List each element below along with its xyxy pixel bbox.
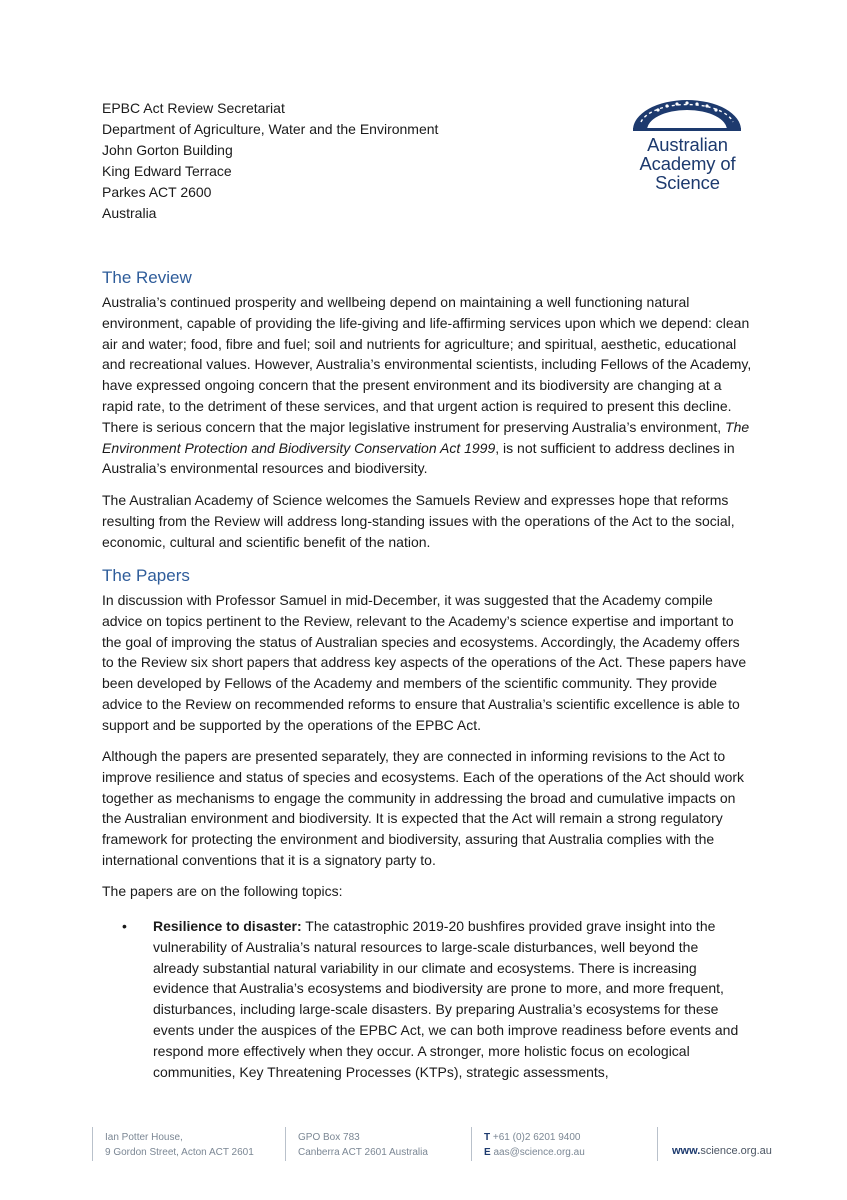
footer-line: GPO Box 783 (298, 1132, 360, 1143)
address-line: EPBC Act Review Secretariat (102, 100, 285, 116)
page-footer (0, 1127, 847, 1167)
address-line: Department of Agriculture, Water and the Environment (102, 121, 439, 137)
academy-logo (621, 96, 754, 196)
papers-heading: The Papers (102, 566, 190, 585)
logo-text-line: Academy of (639, 153, 736, 174)
review-paragraph-2: The Australian Academy of Science welcomes the Samuels Review and expresses hope that reforms resulting from the Review will address long-standing issues with the operations of the Act to the social, economic, cultural and scientific benefit of the nation. (102, 492, 735, 550)
dome-icon (627, 96, 747, 132)
address-line: Parkes ACT 2600 (102, 184, 212, 200)
act-title: The Environment Protection and Biodiversity Conservation Act 1999 (102, 418, 750, 456)
website-domain: science.org.au (700, 1145, 772, 1157)
footer-postal-address (298, 1130, 428, 1160)
email-label: E (484, 1147, 491, 1158)
footer-contact (484, 1130, 585, 1160)
address-line: Australia (102, 205, 157, 221)
footer-line: Ian Potter House, (105, 1132, 183, 1143)
papers-paragraph-2: Although the papers are presented separately, they are connected in informing revisions to the Act to improve resilience and status of species and ecosystems. Each of the operations of the Act should work together as mechanisms to engage the community in addressing the broad and cumulative impacts on the Australian environment and biodiversity. It is expected that the Act will remain a strong regulatory framework for protecting the environment and biodiversity, assuring that Australia complies with the international conventions that it is a signatory party to. (102, 748, 745, 868)
website-prefix: www. (672, 1145, 701, 1157)
list-item-text: The catastrophic 2019-20 bushfires provided grave insight into the vulnerability of Australia’s natural resources to large-scale disturbances, well beyond the already substantial natural variability in our climate and ecosystems. There is increasing evidence that Australia’s ecosystems and biodiversity are prone to more, and more frequent, disturbances, including large-scale disasters. By preparing Australia’s ecosystems for these events under the auspices of the EPBC Act, we can both improve readiness before events and respond more effectively when they occur. A stronger, more holistic focus on ecological communities, Key Threatening Processes (KTPs), strategic assessments, (153, 918, 739, 1080)
footer-divider (285, 1127, 286, 1161)
list-item (122, 916, 748, 1082)
papers-paragraph-3: The papers are on the following topics: (102, 883, 343, 899)
review-paragraph-1-text: Australia’s continued prosperity and wellbeing depend on maintaining a well functioning natural environment, capable of providing the life-giving and life-affirming services upon which we depend: clean air and water; food, fibre and fuel; soil and nutrients for agriculture; and spiritual, aesthetic, educational and recreational values. However, Australia’s environmental scientists, including Fellows of the Academy, have expressed ongoing concern that the present environment and its biodiversity are changing at a rapid rate, to the detriment of these services, and that urgent action is required to present this decline. There is serious concern that the major legislative instrument for preserving Australia’s environment, (102, 294, 752, 435)
footer-line: 9 Gordon Street, Acton ACT 2601 (105, 1147, 254, 1158)
footer-divider (471, 1127, 472, 1161)
logo-text-line: Australian (647, 134, 728, 155)
footer-divider (92, 1127, 93, 1161)
bullet-icon: • (122, 918, 127, 934)
phone-number: +61 (0)2 6201 9400 (492, 1132, 581, 1143)
recipient-address (102, 98, 572, 224)
review-heading: The Review (102, 268, 192, 287)
address-line: John Gorton Building (102, 142, 233, 158)
phone-label: T (484, 1132, 491, 1143)
address-line: King Edward Terrace (102, 163, 232, 179)
review-paragraph-1-end: , is not sufficient to address declines in Australia’s environmental resources and biodiversity. (102, 439, 735, 477)
email-address[interactable]: aas@science.org.au (493, 1147, 585, 1158)
website-link[interactable] (672, 1144, 772, 1159)
logo-text-line: Science (655, 172, 720, 193)
footer-line: Canberra ACT 2601 Australia (298, 1147, 428, 1158)
footer-divider (657, 1127, 658, 1161)
footer-street-address (105, 1130, 254, 1160)
list-item-title: Resilience to disaster: (153, 918, 302, 934)
papers-paragraph-1: In discussion with Professor Samuel in mid-December, it was suggested that the Academy compile advice on topics pertinent to the Review, relevant to the Academy’s science expertise and important to the goal of improving the status of Australian species and ecosystems. Accordingly, the Academy offers to the Review six short papers that address key aspects of the operations of the Act. These papers have been developed by Fellows of the Academy and members of the scientific community. They provide advice to the Review on recommended reforms to ensure that Australia’s scientific excellence is able to support and be supported by the operations of the EPBC Act. (102, 592, 747, 733)
review-paragraph-1 (102, 292, 752, 479)
